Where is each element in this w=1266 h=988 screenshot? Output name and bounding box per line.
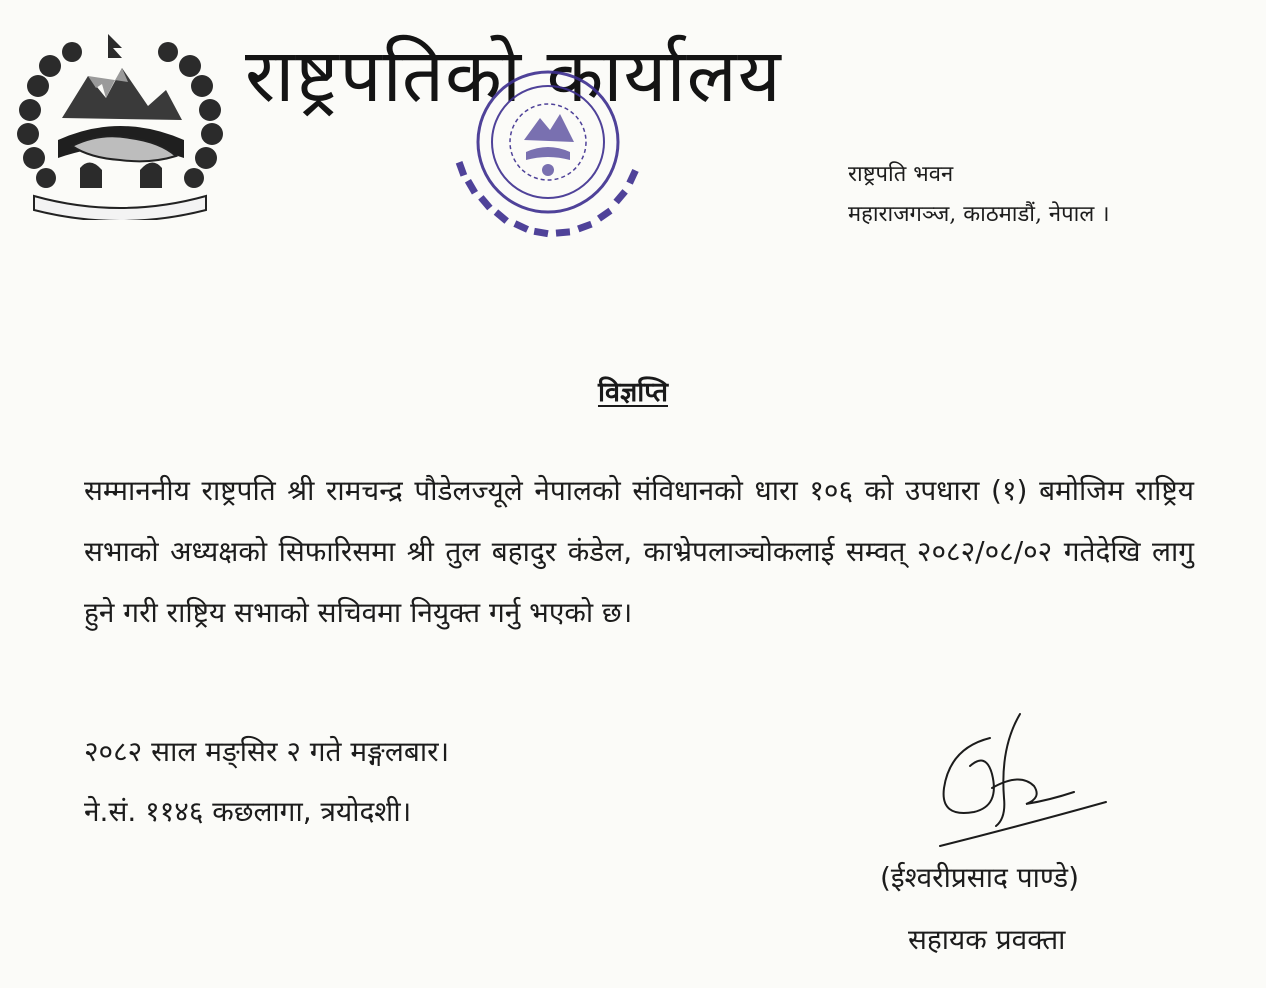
stamp-center bbox=[524, 114, 574, 176]
motto-ribbon bbox=[34, 196, 206, 220]
flag-shape bbox=[108, 34, 122, 58]
hands-shape bbox=[140, 162, 162, 188]
emblem-graphic bbox=[10, 28, 230, 220]
office-title: राष्ट्रपतिको कार्यालय bbox=[245, 33, 782, 119]
address-line-building: राष्ट्रपति भवन bbox=[848, 162, 954, 187]
address-line-city: महाराजगञ्ज, काठमाडौं, नेपाल । bbox=[848, 202, 1110, 227]
notice-heading-text: विज्ञप्ति bbox=[597, 377, 668, 408]
signatory-title: सहायक प्रवक्ता bbox=[908, 923, 1066, 956]
nepal-coat-of-arms-icon bbox=[10, 28, 230, 220]
signature-icon bbox=[930, 708, 1110, 858]
hands-shape bbox=[80, 162, 102, 188]
signature-strokes bbox=[940, 714, 1106, 846]
office-address bbox=[848, 155, 1110, 235]
office-seal-icon bbox=[440, 62, 655, 267]
stamp-rings bbox=[478, 72, 618, 212]
notice-body: सम्माननीय राष्ट्रपति श्री रामचन्द्र पौडेलज्यूले नेपालको संविधानको धारा १०६ को उपधारा (१) बमोजिम राष्ट्रिय सभाको अध्यक्षको सिफारिसमा श्री तुल बहादुर कंडेल, काभ्रेपलाञ्चोकलाई सम्वत् २०८२/०८/०२ गतेदेखि लागु हुने गरी राष्ट्रिय सभाको सचिवमा नियुक्त गर्नु भएको छ। bbox=[84, 474, 1194, 629]
stamp-graphic bbox=[440, 62, 655, 267]
bikram-sambat-date: २०८२ साल मङ्सिर २ गते मङ्गलबार। bbox=[84, 735, 450, 768]
signature-graphic bbox=[930, 708, 1110, 858]
signatory-name: (ईश्वरीप्रसाद पाण्डे) bbox=[880, 861, 1080, 894]
notice-heading bbox=[0, 372, 1266, 409]
date-block bbox=[84, 722, 449, 842]
nepal-sambat-date: ने.सं. ११४६ कछलागा, त्रयोदशी। bbox=[84, 795, 412, 828]
